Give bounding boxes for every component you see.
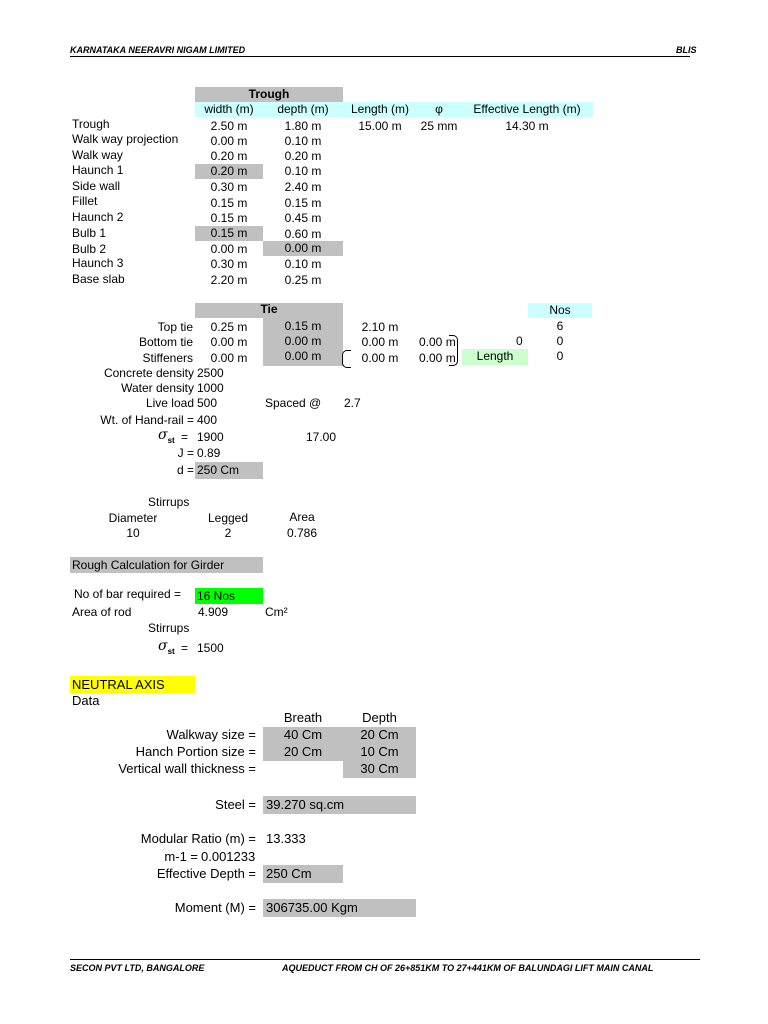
trough-row-width: 0.00 m (210, 134, 248, 148)
trough-row-label: Walk way projection (72, 132, 179, 146)
trough-row-width: 0.20 m (210, 149, 248, 163)
concrete-density-value: 2500 (197, 366, 224, 380)
footer-project: AQUEDUCT FROM CH OF 26+851KM TO 27+441KM OF BALUNDAGI LIFT MAIN CANAL (282, 963, 654, 973)
bars-required-value: 16 Nos (197, 589, 236, 603)
d-value: 250 Cm (197, 463, 240, 477)
trough-row-label: Bulb 2 (72, 242, 107, 256)
stirrups-legged-label: Legged (207, 511, 249, 525)
tie-row-depth: 0.15 m (284, 319, 322, 333)
col-phi: φ (435, 102, 443, 116)
trough-row-width: 0.30 m (210, 180, 248, 194)
length-label: Length (476, 349, 514, 363)
trough-row-label: Haunch 1 (72, 163, 124, 177)
hanch-size-label: Hanch Portion size = (135, 744, 256, 759)
effective-depth-label: Effective Depth = (156, 866, 256, 881)
trough-row-width: 0.15 m (210, 211, 248, 225)
tie-row-depth: 0.00 m (284, 334, 322, 348)
tie-title: Tie (260, 302, 278, 316)
hanch-depth-value: 10 Cm (360, 744, 399, 759)
nos-header: Nos (549, 303, 571, 317)
live-load-value: 500 (197, 396, 218, 410)
footer-rule (70, 959, 700, 960)
spaced-value: 2.7 (344, 396, 361, 410)
steel-label: Steel = (215, 797, 256, 812)
col-length: Length (m) (350, 102, 410, 116)
stirrups-title: Stirrups (148, 495, 190, 509)
trough-row-label: Base slab (72, 272, 125, 286)
bars-required-label: No of bar required = (74, 587, 182, 601)
trough-row-width: 0.20 m (210, 164, 248, 178)
trough-row-width: 2.50 m (210, 119, 248, 133)
trough-row-label: Walk way (72, 148, 123, 162)
rough-sigma-st-value: 1500 (197, 641, 224, 655)
vertical-wall-label: Vertical wall thickness = (118, 761, 256, 776)
stirrups-legged-value: 2 (224, 526, 232, 540)
vertical-wall-depth-value: 30 Cm (360, 761, 399, 776)
j-value: 0.89 (197, 446, 221, 460)
trough-length-value: 15.00 m (358, 119, 402, 133)
rough-title: Rough Calculation for Girder (72, 558, 225, 572)
trough-row-depth: 2.40 m (284, 180, 322, 194)
footer-company: SECON PVT LTD, BANGALORE (70, 963, 205, 973)
trough-row-label: Bulb 1 (72, 226, 107, 240)
spaced-label: Spaced @ (265, 396, 322, 410)
stirrups-diameter-value: 10 (126, 526, 140, 540)
breath-header: Breath (283, 710, 323, 725)
tie-row-width: 0.00 m (210, 351, 248, 365)
trough-row-depth: 0.10 m (284, 257, 322, 271)
sigma-st-symbol: $\sigma_{st}$ (158, 427, 175, 445)
tie-row-width: 0.25 m (210, 320, 248, 334)
tie-row-length: 2.10 m (361, 320, 399, 334)
walkway-size-label: Walkway size = (166, 727, 256, 742)
moment-label: Moment (M) = (174, 900, 256, 915)
water-density-label: Water density (121, 381, 194, 395)
trough-row-depth: 0.10 m (284, 134, 322, 148)
trough-row-depth: 0.45 m (284, 211, 322, 225)
tie-row-length-2: 0.00 m (419, 351, 456, 365)
area-of-rod-value: 4.909 (198, 605, 229, 619)
tie-row-label: Bottom tie (138, 335, 193, 349)
sigma-st-value: 1900 (197, 430, 224, 444)
header-rule (70, 56, 690, 57)
header-company: KARNATAKA NEERAVRI NIGAM LIMITED (70, 45, 246, 55)
j-label: J = (177, 446, 194, 460)
tie-row-length-2: 0.00 m (419, 335, 456, 349)
neutral-axis-title: NEUTRAL AXIS (72, 677, 165, 692)
stirrups-area-label: Area (289, 510, 315, 524)
trough-row-width: 0.15 m (210, 226, 248, 240)
rough-sigma-st-symbol: $\sigma_{st}$ (158, 638, 175, 656)
trough-row-width: 0.30 m (210, 257, 248, 271)
concrete-density-label: Concrete density (103, 366, 194, 380)
tie-row-nos: 0 (556, 334, 564, 348)
depth-header: Depth (362, 710, 397, 725)
handrail-value: 400 (197, 413, 218, 427)
trough-effective-length-value: 14.30 m (505, 119, 549, 133)
tie-row-nos: 6 (556, 319, 564, 333)
handrail-label: Wt. of Hand-rail = (100, 413, 194, 427)
trough-row-label: Side wall (72, 179, 121, 193)
moment-value: 306735.00 Kgm (266, 900, 358, 915)
stirrups-diameter-label: Diameter (108, 511, 158, 525)
area-of-rod-label: Area of rod (72, 605, 132, 619)
tie-row-label: Top tie (157, 320, 193, 334)
right-brace (449, 335, 458, 366)
trough-row-label: Haunch 2 (72, 210, 124, 224)
tie-row-width: 0.00 m (210, 335, 248, 349)
tie-row-nos: 0 (556, 349, 564, 363)
trough-row-label: Trough (72, 117, 110, 131)
effective-depth-value: 250 Cm (266, 866, 312, 881)
sigma-extra-value: 17.00 (306, 430, 337, 444)
trough-row-width: 2.20 m (210, 273, 248, 287)
trough-phi-value: 25 mm (420, 119, 458, 133)
col-depth: depth (m) (277, 102, 329, 116)
walkway-breath-value: 40 Cm (283, 727, 323, 742)
trough-row-depth: 0.25 m (284, 273, 322, 287)
water-density-value: 1000 (197, 381, 224, 395)
trough-row-label: Fillet (72, 194, 98, 208)
trough-row-depth: 0.60 m (284, 227, 322, 241)
trough-row-width: 0.00 m (210, 242, 248, 256)
tie-row-depth: 0.00 m (284, 349, 322, 363)
m-minus-one-value: 0.001233 (201, 849, 256, 864)
trough-row-depth: 0.15 m (284, 196, 322, 210)
area-of-rod-unit: Cm² (265, 605, 288, 619)
col-width: width (m) (204, 102, 254, 116)
trough-row-width: 0.15 m (210, 196, 248, 210)
tie-row-mid-value: 0 (516, 334, 523, 348)
hanch-breath-value: 20 Cm (283, 744, 323, 759)
m-minus-one-label: m-1 = (164, 849, 198, 864)
trough-row-label: Haunch 3 (72, 256, 124, 270)
stirrups-area-value: 0.786 (286, 526, 318, 540)
trough-row-depth: 0.10 m (284, 164, 322, 178)
rough-stirrups-label: Stirrups (148, 621, 190, 635)
tie-row-length: 0.00 m (361, 335, 399, 349)
col-effective-length: Effective Length (m) (473, 102, 581, 116)
d-label: d = (176, 463, 194, 477)
steel-value: 39.270 sq.cm (266, 797, 345, 812)
trough-row-depth: 1.80 m (284, 119, 322, 133)
left-brace (342, 350, 351, 368)
header-project: BLIS (676, 45, 697, 55)
modular-ratio-label: Modular Ratio (m) = (140, 831, 256, 846)
tie-row-label: Stiffeners (142, 351, 193, 365)
trough-title: Trough (248, 87, 290, 101)
sigma-equals: = (181, 430, 189, 444)
tie-row-length: 0.00 m (361, 351, 399, 365)
data-label: Data (72, 693, 100, 708)
modular-ratio-value: 13.333 (266, 831, 306, 846)
live-load-label: Live load (145, 396, 194, 410)
rough-sigma-equals: = (181, 641, 189, 655)
trough-row-depth: 0.00 m (284, 241, 322, 255)
trough-row-depth: 0.20 m (284, 149, 322, 163)
walkway-depth-value: 20 Cm (360, 727, 399, 742)
